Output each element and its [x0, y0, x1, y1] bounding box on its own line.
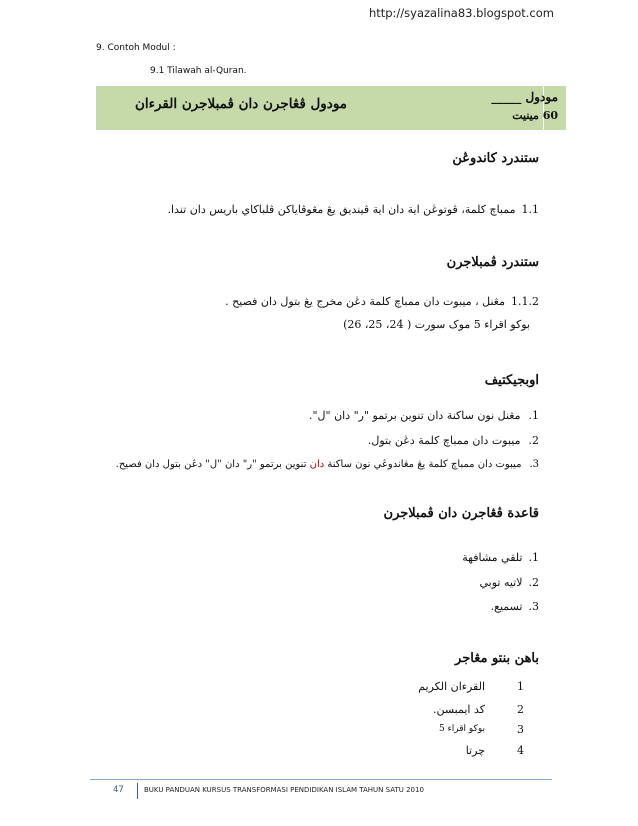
item-number: 1.: [528, 409, 539, 422]
module-title: مودول ڤڠاجرن دان ڤمبلاجرن القرءان: [134, 96, 348, 112]
module-duration: 60 مينيت: [512, 109, 558, 122]
footer-divider: [90, 779, 552, 780]
item-text: مڠنل ، ميبوت دان ممباچ كلمة دڠن مخرج يڠ بتول دان فصيح .: [225, 295, 505, 308]
bahan-num-3: 3: [517, 723, 524, 736]
item-text-b: تنوين برتمو "ر" دان "ل" دڠن بتول دان فصيح.: [115, 459, 310, 470]
standard-pembelajaran-item: [99, 295, 539, 308]
objektif-item-2: [99, 434, 539, 447]
objektif-item-3: [89, 459, 539, 470]
item-number: 1.: [528, 551, 539, 564]
kaedah-item-3: [491, 600, 539, 613]
item-text: مڠنل نون ساكنة دان تنوين برتمو "ر" دان "ل".: [308, 409, 521, 422]
item-number: 2.: [528, 434, 539, 447]
bahan-text-2: كد ايمبسن.: [433, 703, 485, 716]
bahan-num-4: 4: [517, 744, 524, 757]
section-label: 9. Contoh Modul :: [96, 43, 176, 53]
kaedah-item-2: [479, 576, 539, 589]
bahan-num-1: 1: [517, 680, 524, 693]
item-number: 3.: [529, 459, 539, 470]
item-text: تلقي مشافهة: [462, 551, 523, 564]
standard-kandungan-heading: ستندرد كاندوڠن: [452, 151, 539, 166]
item-text: تسميع.: [490, 600, 523, 613]
bahan-text-3: بوكو اقراء 5: [438, 724, 485, 734]
item-text: لاتيه توبي: [479, 576, 523, 589]
blog-url[interactable]: http://syazalina83.blogspot.com: [368, 6, 554, 20]
standard-pembelajaran-sub: بوكو اقراء 5 موک سورت ( 24، 25، 26): [343, 318, 530, 331]
objektif-item-1: [99, 409, 539, 422]
bahan-text-1: القرءان الكريم: [418, 680, 485, 693]
item-number: 1.1.2: [511, 295, 539, 308]
standard-kandungan-item: [99, 203, 539, 216]
item-text: ميبوت دان ممباچ كلمة دڠن بتول.: [367, 434, 521, 447]
footer-separator: [137, 783, 138, 799]
item-number: 3.: [528, 600, 539, 613]
footer-text: BUKU PANDUAN KURSUS TRANSFORMASI PENDIDIKAN ISLAM TAHUN SATU 2010: [144, 786, 424, 794]
objektif-heading: اوبجيكتيف: [484, 373, 539, 388]
bahan-num-2: 2: [517, 703, 524, 716]
item-number: 1.1: [521, 203, 539, 216]
subsection-label: 9.1 Tilawah al-Quran.: [150, 66, 247, 76]
kaedah-heading: قاعدة ڤڠاجرن دان ڤمبلاجرن: [383, 506, 539, 521]
bahan-heading: باهن بنتو مڠاجر: [455, 651, 539, 666]
item-text-highlight: دان: [309, 459, 325, 470]
module-number-label: مودول _____: [491, 90, 558, 104]
kaedah-item-1: [462, 551, 539, 564]
bahan-text-4: چرتا: [465, 744, 485, 757]
standard-pembelajaran-heading: ستندرد ڤمبلاجرن: [446, 255, 539, 270]
module-header-box: [96, 86, 566, 130]
page-number: 47: [113, 785, 124, 795]
item-number: 2.: [528, 576, 539, 589]
item-text-a: ميبوت دان ممباچ كلمة يڠ مڠاندوڠي نون ساكنة: [324, 459, 522, 470]
item-text: ممباچ كلمة، ڤوتوڠن اية دان اية ڤينديق يڠ مڠوڤاياكن ڤلباكاي باريس دان تندا.: [167, 203, 516, 216]
